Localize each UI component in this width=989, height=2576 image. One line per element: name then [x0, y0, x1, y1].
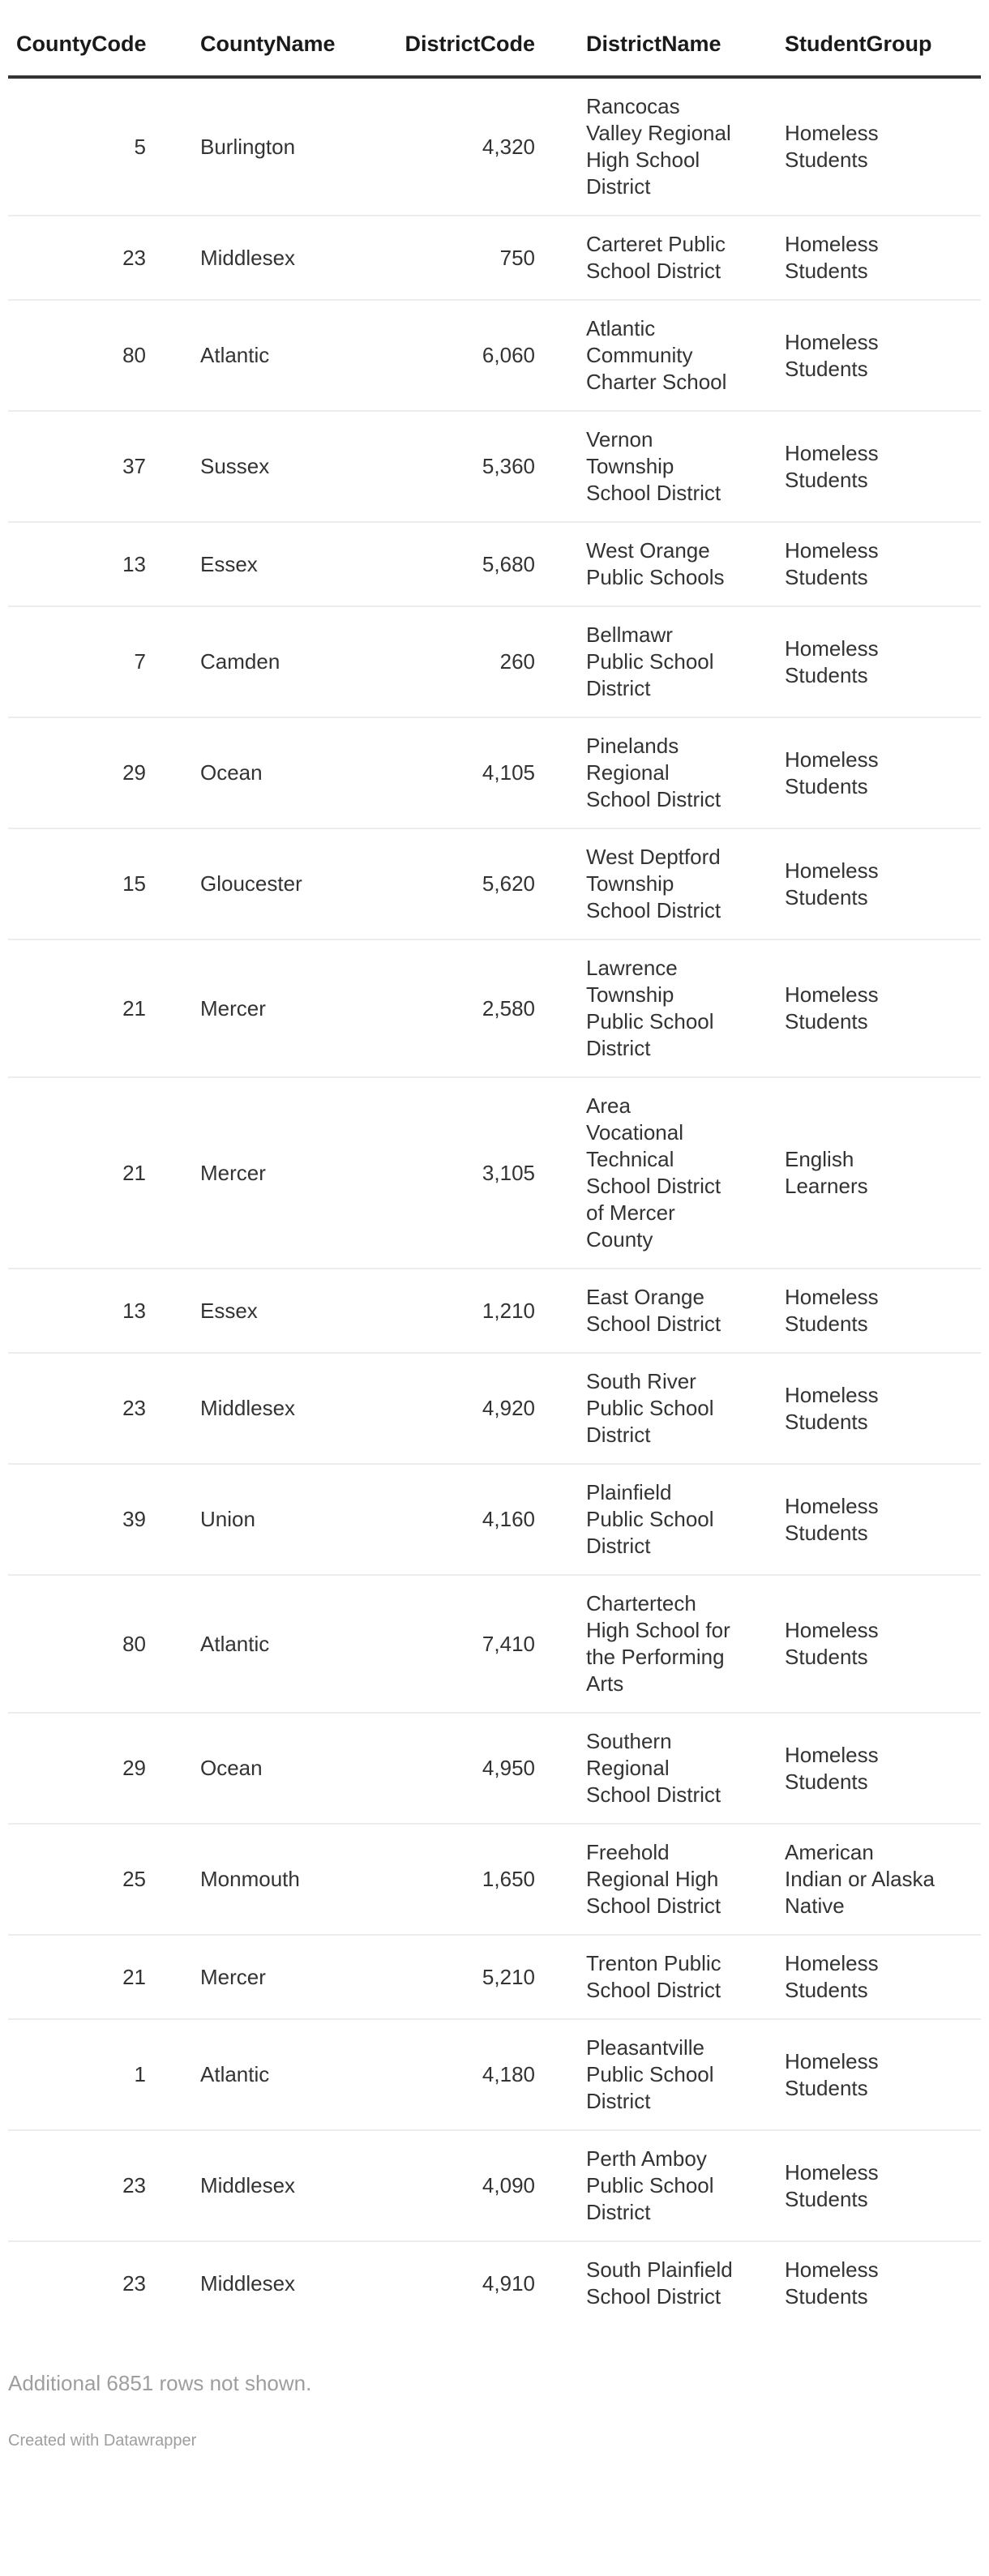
table-row: [8, 939, 981, 1077]
table-row: [8, 2130, 981, 2241]
table-row: [8, 717, 981, 828]
table-cell-county_code: 39: [8, 1464, 154, 1575]
table-cell-student_group: Homeless Students: [746, 1575, 981, 1713]
table-cell-student_group: Homeless Students: [746, 828, 981, 939]
table-row: [8, 522, 981, 606]
table-cell-district_code: 1,650: [357, 1824, 543, 1935]
datawrapper-attribution-link[interactable]: Created with Datawrapper: [8, 2432, 197, 2450]
table-cell-student_group: English Learners: [746, 1077, 981, 1269]
table-cell-district_name: Pinelands Regional School District: [543, 717, 746, 828]
table-cell-district_name: Lawrence Township Public School District: [543, 939, 746, 1077]
table-cell-county_name: Monmouth: [154, 1824, 357, 1935]
table-cell-district_code: 4,105: [357, 717, 543, 828]
column-header-district-name: DistrictName: [543, 6, 746, 77]
table-row: [8, 1077, 981, 1269]
table-cell-county_name: Sussex: [154, 411, 357, 522]
table-cell-student_group: Homeless Students: [746, 411, 981, 522]
table-cell-county_code: 29: [8, 717, 154, 828]
data-table: [8, 6, 981, 2325]
table-cell-county_code: 21: [8, 939, 154, 1077]
table-cell-district_name: Rancocas Valley Regional High School District: [586, 94, 731, 199]
table-row: [8, 1353, 981, 1464]
table-cell-district_name: West Deptford Township School District: [543, 828, 746, 939]
table-cell-district_name: West Orange Public Schools: [543, 522, 746, 606]
table-cell-student_group: Homeless Students: [746, 2241, 981, 2325]
table-cell-student_group: Homeless Students: [785, 121, 879, 172]
table-cell-district_name: Carteret Public School District: [543, 216, 746, 300]
table-row: [8, 2241, 981, 2325]
table-cell-district_code: 3,105: [357, 1077, 543, 1269]
table-cell-district_name: Vernon Township School District: [543, 411, 746, 522]
table-cell-district_name: Plainfield Public School District: [543, 1464, 746, 1575]
table-cell-county_code: 80: [8, 300, 154, 411]
table-cell-student_group: Homeless Students: [746, 522, 981, 606]
table-row: [8, 1935, 981, 2019]
table-cell-district_code: 260: [357, 606, 543, 717]
table-cell-district_code: 4,320: [482, 134, 535, 159]
table-cell-district_code: 2,580: [357, 939, 543, 1077]
table-cell-district_code: 4,910: [357, 2241, 543, 2325]
table-row: [8, 300, 981, 411]
table-cell-student_group: Homeless Students: [746, 216, 981, 300]
table-cell-district_code: 750: [357, 216, 543, 300]
table-cell-county_name: Middlesex: [154, 2130, 357, 2241]
table-cell-county_code: 15: [8, 828, 154, 939]
column-header-student-group: StudentGroup: [746, 6, 981, 77]
table-cell-district_code: 5,620: [357, 828, 543, 939]
table-cell-district_code: 4,160: [357, 1464, 543, 1575]
table-cell-student_group: Homeless Students: [746, 1713, 981, 1824]
table-cell-county_code: 37: [8, 411, 154, 522]
table-cell-student_group: Homeless Students: [746, 1353, 981, 1464]
table-cell-student_group: Homeless Students: [746, 2019, 981, 2130]
table-cell-county_name: Ocean: [154, 717, 357, 828]
table-cell-district_name: Atlantic Community Charter School: [543, 300, 746, 411]
table-cell-district_code: 5,360: [357, 411, 543, 522]
table-cell-county_name: Union: [154, 1464, 357, 1575]
table-cell-district_name: Pleasantville Public School District: [543, 2019, 746, 2130]
table-cell-student_group: Homeless Students: [746, 717, 981, 828]
table-cell-district_name: South Plainfield School District: [543, 2241, 746, 2325]
table-cell-district_name: Perth Amboy Public School District: [543, 2130, 746, 2241]
table-row: [8, 828, 981, 939]
table-cell-county_name: Ocean: [154, 1713, 357, 1824]
table-cell-student_group: Homeless Students: [746, 2130, 981, 2241]
table-cell-county_code: 5: [134, 134, 146, 159]
table-cell-county_code: 25: [8, 1824, 154, 1935]
table-cell-student_group: Homeless Students: [746, 300, 981, 411]
attribution: [8, 2431, 981, 2450]
table-cell-district_code: 4,090: [357, 2130, 543, 2241]
table-cell-county_code: 1: [8, 2019, 154, 2130]
table-cell-student_group: American Indian or Alaska Native: [746, 1824, 981, 1935]
table-cell-county_name: Burlington: [200, 134, 296, 159]
table-cell-district_name: Trenton Public School District: [543, 1935, 746, 2019]
table-row: [8, 606, 981, 717]
rows-not-shown-note: Additional 6851 rows not shown.: [8, 2371, 312, 2395]
table-cell-county_code: 13: [8, 1269, 154, 1353]
table-cell-county_code: 13: [8, 522, 154, 606]
table-cell-county_name: Middlesex: [154, 1353, 357, 1464]
table-cell-student_group: Homeless Students: [746, 606, 981, 717]
table-cell-district_code: 1,210: [357, 1269, 543, 1353]
table-row: [8, 216, 981, 300]
table-cell-county_name: Essex: [154, 1269, 357, 1353]
table-row: [8, 2019, 981, 2130]
table-cell-county_code: 23: [8, 2241, 154, 2325]
table-cell-county_name: Atlantic: [154, 300, 357, 411]
table-cell-county_code: 21: [8, 1935, 154, 2019]
table-cell-district_name: Area Vocational Technical School District of Mercer County: [543, 1077, 746, 1269]
table-cell-district_code: 4,180: [357, 2019, 543, 2130]
table-row: [8, 411, 981, 522]
table-cell-district_code: 5,210: [357, 1935, 543, 2019]
table-cell-county_name: Mercer: [154, 939, 357, 1077]
table-row: [8, 1464, 981, 1575]
table-cell-county_name: Mercer: [154, 1935, 357, 2019]
table-cell-district_code: 4,920: [357, 1353, 543, 1464]
table-row: [8, 1824, 981, 1935]
table-cell-district_code: 7,410: [357, 1575, 543, 1713]
table-header-row: [8, 6, 981, 77]
table-cell-district_name: Freehold Regional High School District: [543, 1824, 746, 1935]
table-cell-district_code: 5,680: [357, 522, 543, 606]
table-cell-county_name: Middlesex: [154, 216, 357, 300]
column-header-county-name: CountyName: [154, 6, 357, 77]
table-body: [8, 77, 981, 2325]
table-cell-student_group: Homeless Students: [746, 939, 981, 1077]
table-row: [8, 1713, 981, 1824]
table-cell-county_name: Middlesex: [154, 2241, 357, 2325]
table-cell-county_name: Atlantic: [154, 2019, 357, 2130]
table-cell-county_code: 21: [8, 1077, 154, 1269]
table-cell-student_group: Homeless Students: [746, 1269, 981, 1353]
table-row: [8, 1575, 981, 1713]
table-cell-district_name: Southern Regional School District: [543, 1713, 746, 1824]
column-header-district-code: DistrictCode: [357, 6, 543, 77]
table-row: [8, 77, 981, 216]
table-cell-county_name: Camden: [154, 606, 357, 717]
table-cell-county_code: 7: [8, 606, 154, 717]
table-cell-district_name: Bellmawr Public School District: [543, 606, 746, 717]
table-cell-county_code: 23: [8, 216, 154, 300]
table-header: [8, 6, 981, 77]
table-row: [8, 1269, 981, 1353]
table-cell-district_name: Chartertech High School for the Performing Arts: [543, 1575, 746, 1713]
table-cell-district_name: East Orange School District: [543, 1269, 746, 1353]
table-cell-county_code: 23: [8, 2130, 154, 2241]
table-cell-district_code: 6,060: [357, 300, 543, 411]
table-cell-county_name: Atlantic: [154, 1575, 357, 1713]
table-cell-student_group: Homeless Students: [746, 1464, 981, 1575]
table-cell-district_code: 4,950: [357, 1713, 543, 1824]
table-cell-county_code: 29: [8, 1713, 154, 1824]
table-cell-district_name: South River Public School District: [543, 1353, 746, 1464]
table-cell-county_code: 23: [8, 1353, 154, 1464]
table-cell-county_name: Gloucester: [154, 828, 357, 939]
table-cell-county_name: Mercer: [154, 1077, 357, 1269]
column-header-county-code: CountyCode: [8, 6, 154, 77]
table-cell-student_group: Homeless Students: [746, 1935, 981, 2019]
table-cell-county_name: Essex: [154, 522, 357, 606]
table-cell-county_code: 80: [8, 1575, 154, 1713]
